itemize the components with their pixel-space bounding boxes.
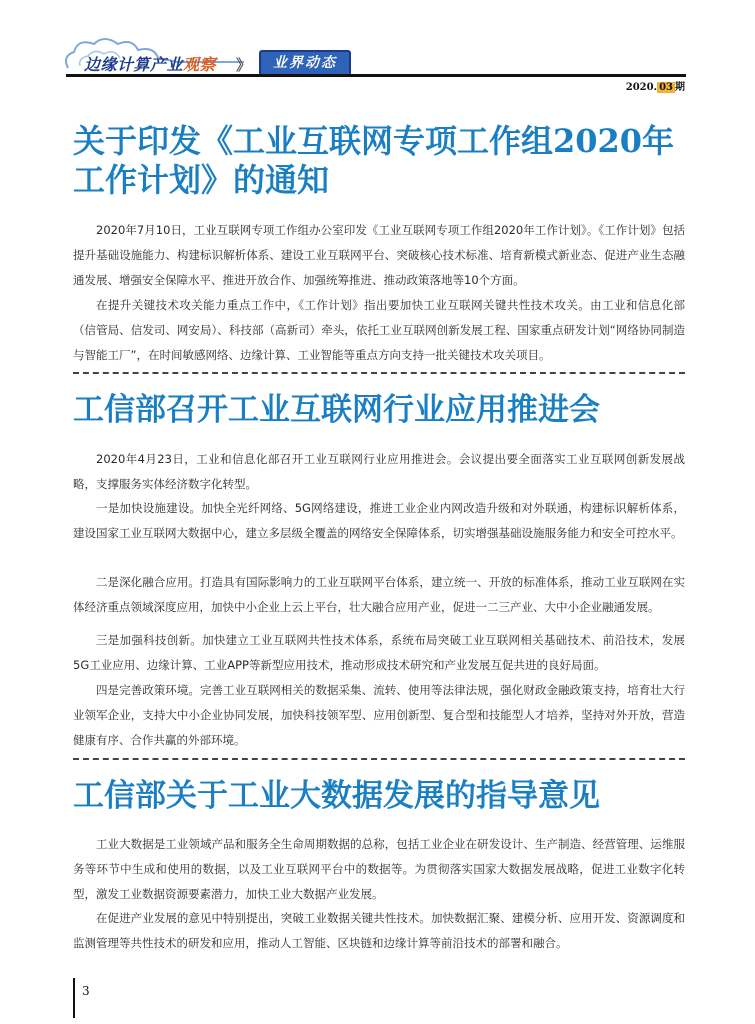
issue-prefix: 2020. xyxy=(625,82,658,93)
article-1-paragraph: 在提升关键技术攻关能力重点工作中，《工作计划》指出要加快工业互联网关键共性技术攻关。由工业和信息化部（信管局、信发司、网安局）、科技部（高新司）牵头，依托工业互联网创新发展工程、国家重点研发计划“网络协同制造与智能工厂”，在时间敏感网络、边缘计算、工业智能等重点方向支持一批关键技术攻关项目。 xyxy=(73,298,685,362)
article-2-title: 工信部召开工业互联网行业应用推进会 xyxy=(73,392,600,428)
page-header xyxy=(0,0,755,92)
article-3-paragraph: 工业大数据是工业领域产品和服务全生命周期数据的总称，包括工业企业在研发设计、生产制造、经营管理、运维服务等环节中生成和使用的数据，以及工业互联网平台中的数据等。为贯彻落实国家大数据发展战略，促进工业数字化转型，激发工业数据资源要素潜力，加快工业大数据产业发展。 xyxy=(73,837,685,901)
article-1-paragraph: 2020年7月10日，工业互联网专项工作组办公室印发《工业互联网专项工作组2020年工作计划》。《工作计划》包括提升基础设施能力、构建标识解析体系、建设工业互联网平台、突破核心技术标准、培育新模式新业态、促进产业生态融通发展、增强安全保障水平、推进开放合作、加强统筹推进、推动政策落地等10个方面。 xyxy=(73,223,685,287)
article-3-title: 工信部关于工业大数据发展的指导意见 xyxy=(73,778,600,814)
article-2-paragraph: 一是加快设施建设。加快全光纤网络、5G网络建设，推进工业企业内网改造升级和对外联通，构建标识解析体系，建设国家工业互联网大数据中心，建立多层级全覆盖的网络安全保障体系，切实增强基础设施服务能力和安全可控水平。 xyxy=(73,501,685,540)
section-tag: 业界动态 xyxy=(259,50,351,76)
chevron-icon: 》 xyxy=(236,56,248,74)
article-2-paragraph: 三是加强科技创新。加快建立工业互联网共性技术体系，系统布局突破工业互联网相关基础技术、前沿技术，发展5G工业应用、边缘计算、工业APP等新型应用技术，推动形成技术研究和产业发展互促共进的良好局面。 xyxy=(73,633,685,672)
article-2-paragraph: 二是深化融合应用。打造具有国际影响力的工业互联网平台体系，建立统一、开放的标准体系，推动工业互联网在实体经济重点领域深度应用，加快中小企业上云上平台，壮大融合应用产业，促进一二三产业、大中小企业融通发展。 xyxy=(73,575,685,614)
section-divider xyxy=(73,372,685,374)
issue-number: 03 xyxy=(659,82,673,93)
issue-suffix: 期 xyxy=(675,82,685,93)
page-number: 3 xyxy=(82,984,90,998)
article-1-title: 关于印发《工业互联网专项工作组2020年工作计划》的通知 xyxy=(73,122,675,200)
article-3-paragraph: 在促进产业发展的意见中特别提出，突破工业数据关键共性技术。加快数据汇聚、建模分析、应用开发、资源调度和监测管理等共性技术的研发和应用，推动人工智能、区块链和边缘计算等前沿技术的部署和融合。 xyxy=(73,911,685,950)
header-rule xyxy=(66,74,686,77)
footer-rule xyxy=(73,978,75,1018)
issue-label xyxy=(626,78,685,93)
brand-accent: 观察 xyxy=(183,55,217,74)
article-2-paragraph: 2020年4月23日，工业和信息化部召开工业互联网行业应用推进会。会议提出要全面落实工业互联网创新发展战略，支撑服务实体经济数字化转型。 xyxy=(73,452,685,491)
section-divider xyxy=(73,758,685,760)
brand-title xyxy=(84,52,216,75)
brand-main: 边缘计算产业 xyxy=(84,55,184,74)
article-2-paragraph: 四是完善政策环境。完善工业互联网相关的数据采集、流转、使用等法律法规，强化财政金融政策支持，培育壮大行业领军企业，支持大中小企业协同发展，加快科技领军型、应用创新型、复合型和技能型人才培养，坚持对外开放，营造健康有序、合作共赢的外部环境。 xyxy=(73,683,685,747)
